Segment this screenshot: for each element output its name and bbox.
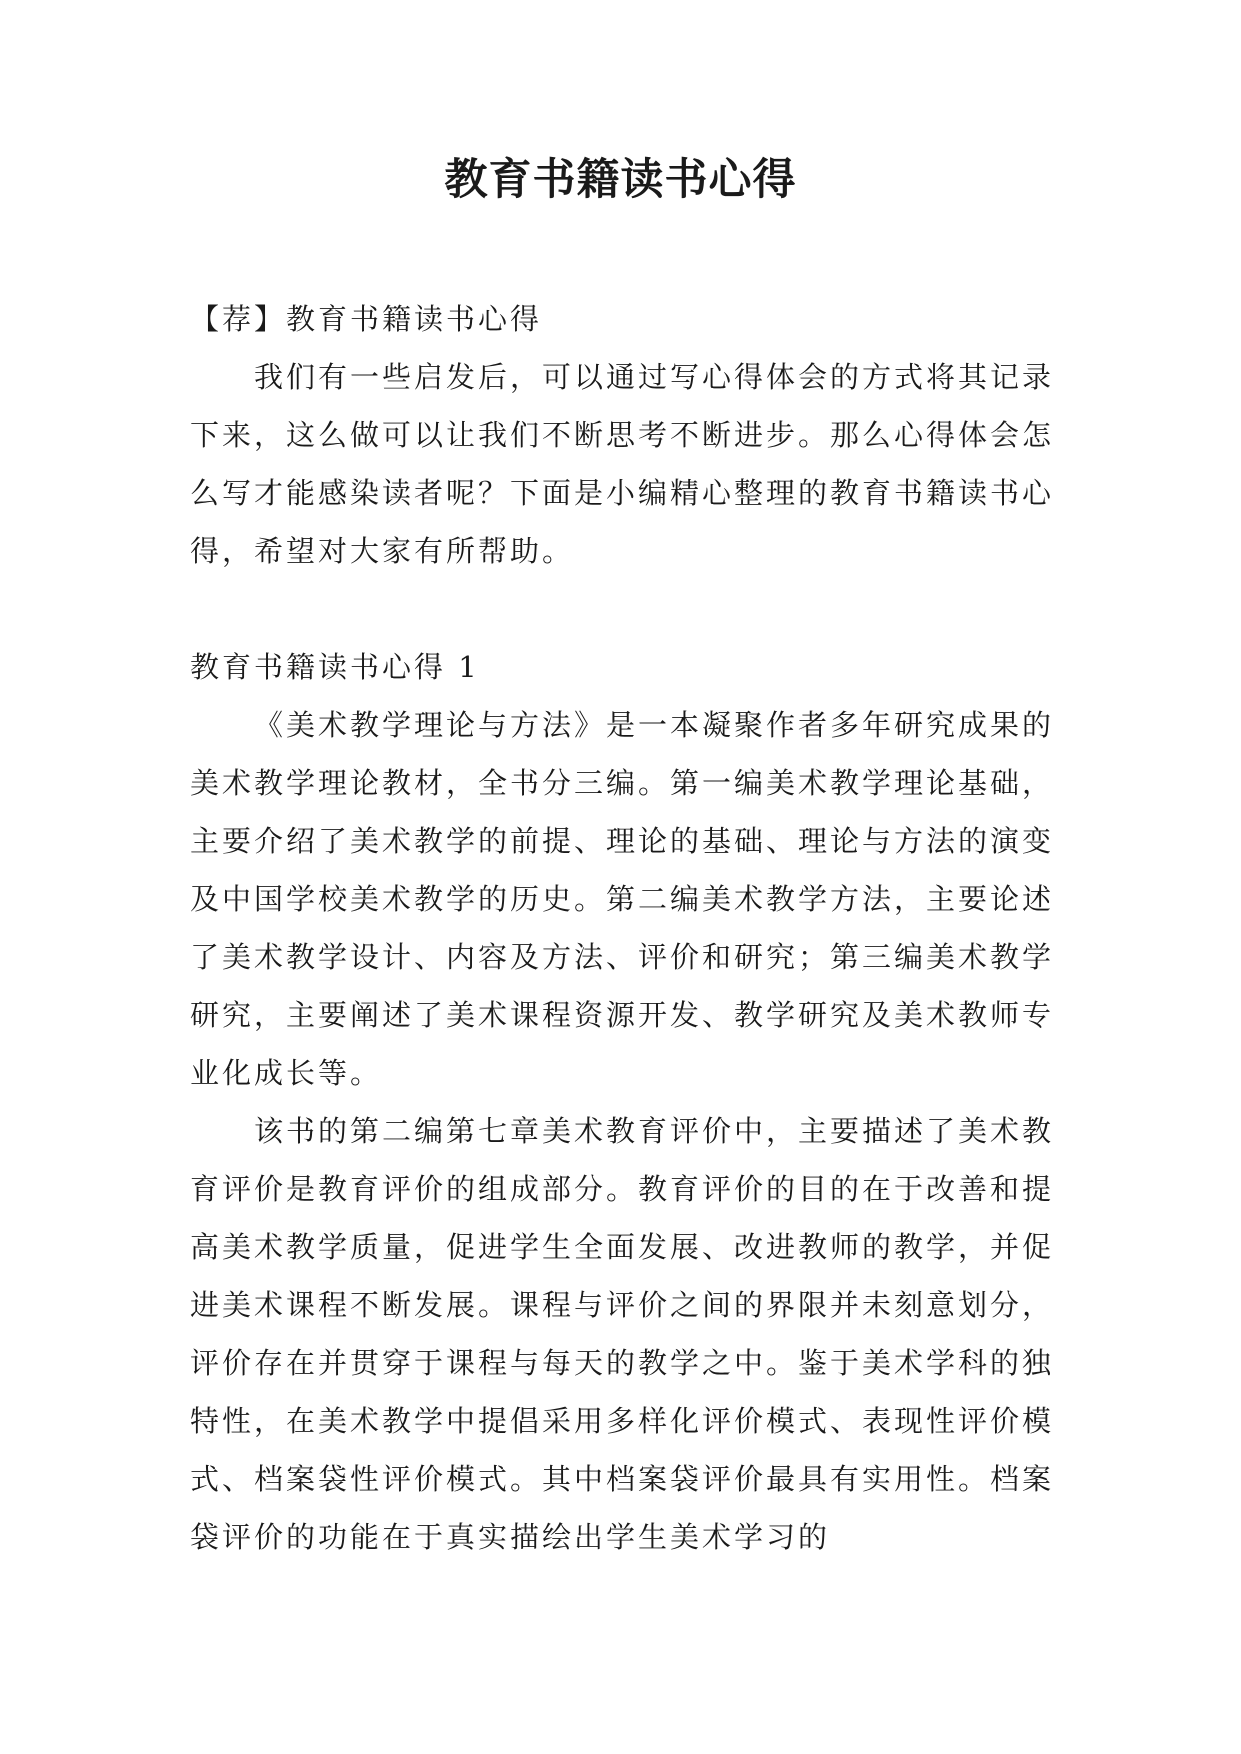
section-heading: 教育书籍读书心得 1 xyxy=(190,650,480,684)
document-body xyxy=(190,290,1054,1566)
intro-paragraph: 我们有一些启发后，可以通过写心得体会的方式将其记录下来，这么做可以让我们不断思考不断进步。那么心得体会怎么写才能感染读者呢？下面是小编精心整理的教育书籍读书心得，希望对大家有所帮助。 xyxy=(190,360,1055,568)
body-paragraph: 《美术教学理论与方法》是一本凝聚作者多年研究成果的美术教学理论教材，全书分三编。第一编美术教学理论基础，主要介绍了美术教学的前提、理论的基础、理论与方法的演变及中国学校美术教学的历史。第二编美术教学方法，主要论述了美术教学设计、内容及方法、评价和研究；第三编美术教学研究，主要阐述了美术课程资源开发、教学研究及美术教师专业化成长等。 xyxy=(190,708,1055,1090)
body-paragraph: 该书的第二编第七章美术教育评价中，主要描述了美术教育评价是教育评价的组成部分。教育评价的目的在于改善和提高美术教学质量，促进学生全面发展、改进教师的教学，并促进美术课程不断发展。课程与评价之间的界限并未刻意划分，评价存在并贯穿于课程与每天的教学之中。鉴于美术学科的独特性，在美术教学中提倡采用多样化评价模式、表现性评价模式、档案袋性评价模式。其中档案袋评价最具有实用性。档案袋评价的功能在于真实描绘出学生美术学习的 xyxy=(190,1114,1055,1554)
document-title: 教育书籍读书心得 xyxy=(444,155,797,205)
subtitle: 【荐】教育书籍读书心得 xyxy=(190,302,543,336)
